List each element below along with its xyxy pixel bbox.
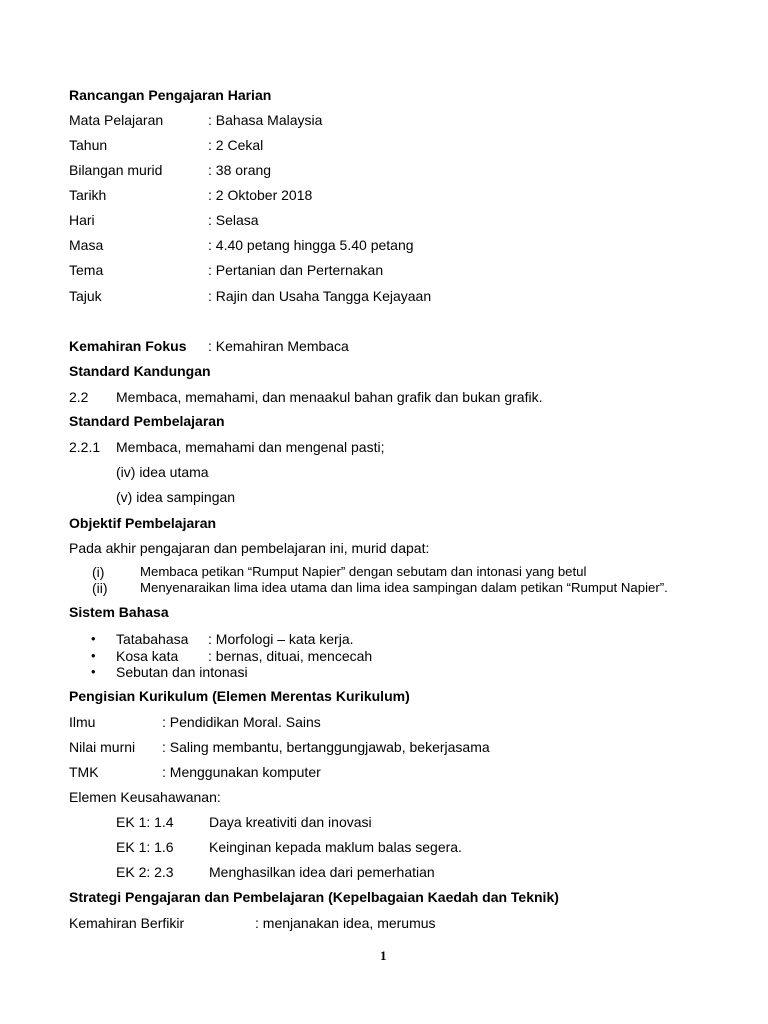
pengisian-heading: Pengisian Kurikulum (Elemen Merentas Kurikulum) xyxy=(69,688,410,704)
info-value: : Pertanian dan Perternakan xyxy=(208,262,384,278)
strategi-label: Kemahiran Berfikir xyxy=(69,915,185,931)
sistem-bahasa-item-label: Tatabahasa xyxy=(116,631,189,647)
info-label: Tema xyxy=(69,262,104,278)
objektif-item-text: Membaca petikan “Rumput Napier” dengan sebutam dan intonasi yang betul xyxy=(140,564,587,579)
standard-kandungan-number: 2.2 xyxy=(69,389,89,405)
objektif-item-number: (ii) xyxy=(92,580,108,596)
kemahiran-fokus-label: Kemahiran Fokus xyxy=(69,338,187,354)
info-label: Hari xyxy=(69,212,95,228)
pengisian-item-label: TMK xyxy=(69,764,99,780)
info-value: : Bahasa Malaysia xyxy=(208,112,323,128)
info-label: Tahun xyxy=(69,137,108,153)
standard-pembelajaran-number: 2.2.1 xyxy=(69,439,101,455)
objektif-intro: Pada akhir pengajaran dan pembelajaran ini, murid dapat: xyxy=(69,540,430,556)
pengisian-item-label: Ilmu xyxy=(69,714,96,730)
kemahiran-fokus-value: : Kemahiran Membaca xyxy=(208,338,349,354)
sistem-bahasa-item-value: : Morfologi – kata kerja. xyxy=(208,631,354,647)
info-label: Tarikh xyxy=(69,187,107,203)
standard-pembelajaran-item: (v) idea sampingan xyxy=(116,489,236,505)
info-value: : 2 Cekal xyxy=(208,137,264,153)
objektif-item-text: Menyenaraikan lima idea utama dan lima idea sampingan dalam petikan “Rumput Napier”. xyxy=(140,580,668,595)
info-value: : 2 Oktober 2018 xyxy=(208,187,313,203)
bullet-icon: • xyxy=(91,664,96,679)
standard-kandungan-heading: Standard Kandungan xyxy=(69,363,211,379)
elemen-keusahawanan-label: Elemen Keusahawanan: xyxy=(69,789,221,805)
bullet-icon: • xyxy=(91,631,96,646)
pengisian-item-value: : Pendidikan Moral. Sains xyxy=(162,714,321,730)
pengisian-item-label: Nilai murni xyxy=(69,739,136,755)
standard-pembelajaran-heading: Standard Pembelajaran xyxy=(69,413,225,429)
objektif-heading: Objektif Pembelajaran xyxy=(69,515,217,531)
info-label: Bilangan murid xyxy=(69,162,163,178)
sistem-bahasa-item-label: Kosa kata xyxy=(116,648,179,664)
info-value: : 4.40 petang hingga 5.40 petang xyxy=(208,237,414,253)
pengisian-item-value: : Menggunakan komputer xyxy=(162,764,321,780)
elemen-text: Daya kreativiti dan inovasi xyxy=(209,814,372,830)
page-number: 1 xyxy=(380,948,387,963)
standard-kandungan-text: Membaca, memahami, dan menaakul bahan grafik dan bukan grafik. xyxy=(116,389,543,405)
elemen-code: EK 1: 1.6 xyxy=(116,839,174,855)
info-label: Mata Pelajaran xyxy=(69,112,164,128)
pengisian-item-value: : Saling membantu, bertanggungjawab, bekerjasama xyxy=(162,739,490,755)
elemen-code: EK 1: 1.4 xyxy=(116,814,174,830)
info-value: : 38 orang xyxy=(208,162,272,178)
objektif-item-number: (i) xyxy=(92,564,105,580)
sistem-bahasa-heading: Sistem Bahasa xyxy=(69,604,169,620)
strategi-value: : menjanakan idea, merumus xyxy=(255,915,436,931)
info-value: : Rajin dan Usaha Tangga Kejayaan xyxy=(208,288,432,304)
standard-pembelajaran-item: (iv) idea utama xyxy=(116,464,209,480)
sistem-bahasa-item-label: Sebutan dan intonasi xyxy=(116,664,248,680)
document-title: Rancangan Pengajaran Harian xyxy=(69,87,272,103)
strategi-heading: Strategi Pengajaran dan Pembelajaran (Kepelbagaian Kaedah dan Teknik) xyxy=(69,889,559,905)
sistem-bahasa-item-value: : bernas, dituai, mencecah xyxy=(208,648,373,664)
elemen-text: Keinginan kepada maklum balas segera. xyxy=(209,839,462,855)
bullet-icon: • xyxy=(91,648,96,663)
standard-pembelajaran-text: Membaca, memahami dan mengenal pasti; xyxy=(116,439,385,455)
elemen-code: EK 2: 2.3 xyxy=(116,864,174,880)
info-label: Tajuk xyxy=(69,288,102,304)
info-label: Masa xyxy=(69,237,104,253)
info-value: : Selasa xyxy=(208,212,259,228)
elemen-text: Menghasilkan idea dari pemerhatian xyxy=(209,864,435,880)
